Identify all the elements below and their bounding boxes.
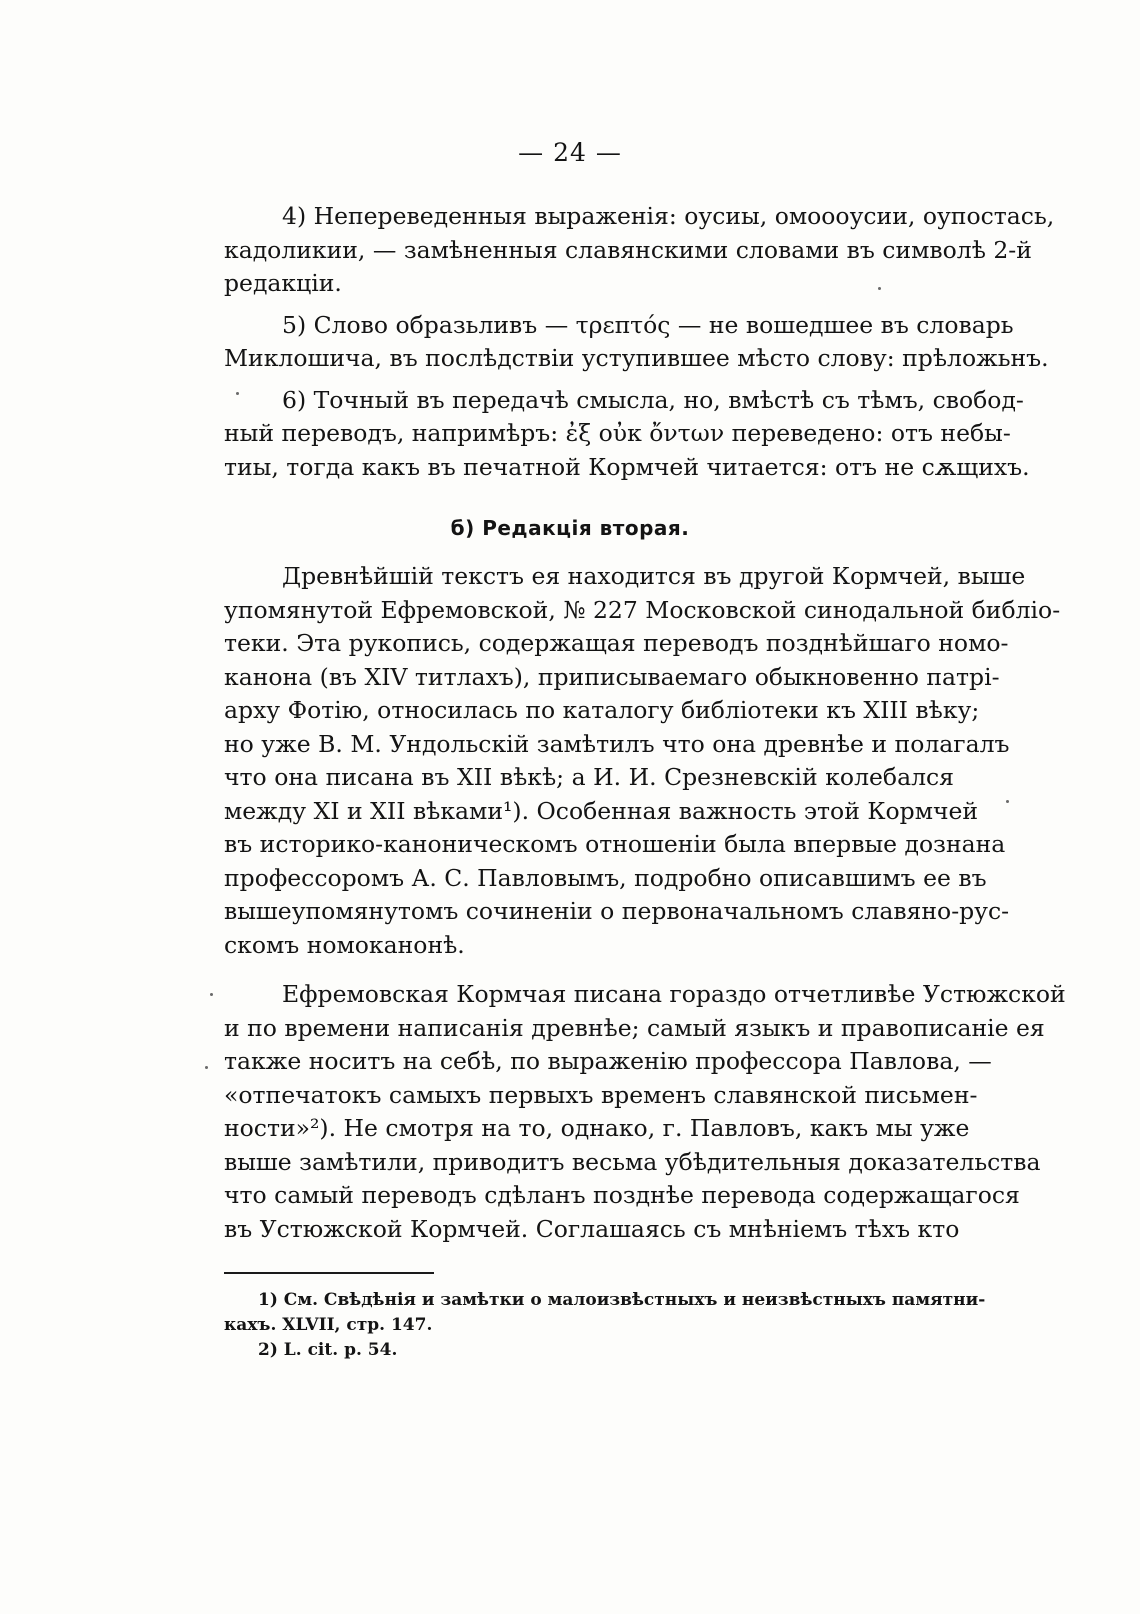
paragraph-line: арху Фотію, относилась по каталогу библіотеки къ XIII вѣку; [224,696,980,724]
paragraph-line: въ историко-каноническомъ отношеніи была впервые дознана [224,830,1006,858]
item-6-line-3: тиы, тогда какъ въ печатной Кормчей читается: отъ не сѫщихъ. [224,452,1030,481]
footnotes [224,1288,986,1363]
footnote-2: 2) L. cit. p. 54. [258,1340,398,1360]
item-5-line-2: Миклошича, въ послѣдствіи уступившее мѣсто слову: прѣложьнъ. [224,344,1049,372]
paragraph-line: въ Устюжской Кормчей. Соглашаясь съ мнѣніемъ тѣхъ кто [224,1214,960,1243]
paragraph-line: теки. Эта рукопись, содержащая переводъ позднѣйшаго номо- [224,629,1009,657]
paragraph-1 [224,560,1061,962]
paragraph-line: выше замѣтили, приводитъ весьма убѣдительныя доказательства [224,1147,1041,1176]
enumerated-items [224,200,1055,484]
paragraph-line: но уже В. М. Ундольскій замѣтилъ что она древнѣе и полагалъ [224,729,1010,758]
print-speck [236,392,239,395]
section-heading: б) Редакція вторая. [450,516,690,540]
item-4-line-3: редакціи. [224,269,342,297]
paragraph-line: ности»²). Не смотря на то, однако, г. Павловъ, какъ мы уже [224,1114,970,1142]
paragraph-line: Древнѣйшій текстъ ея находится въ другой Кормчей, выше [282,562,1026,590]
paragraph-2 [224,978,1066,1246]
item-6-line-2: ный переводъ, напримѣръ: ἐξ οὐκ ὄντων переведено: отъ небы- [224,419,1011,447]
paragraph-line: «отпечатокъ самыхъ первыхъ временъ славянской письмен- [224,1080,978,1109]
paragraph-line: профессоромъ А. С. Павловымъ, подробно описавшимъ ее въ [224,863,987,892]
paragraph-line: вышеупомянутомъ сочиненіи о первоначальномъ славяно-рус- [224,897,1010,925]
paragraph-line: и по времени написанія древнѣе; самый языкъ и правописаніе ея [224,1013,1045,1042]
print-speck [1006,800,1009,803]
paragraph-line: что она писана въ XII вѣкѣ; а И. И. Срезневскій колебался [224,763,954,791]
paragraph-line: упомянутой Ефремовской, № 227 Московской синодальной библіо- [224,595,1061,624]
item-4-line-1: 4) Непереведенныя выраженія: оусиы, омоооусии, оупостась, [282,202,1055,230]
paragraph-line: также носитъ на себѣ, по выраженію профессора Павлова, — [224,1047,992,1075]
print-speck [878,287,881,290]
item-6-line-1: 6) Точный въ передачѣ смысла, но, вмѣстѣ съ тѣмъ, свобод- [282,385,1024,414]
item-4-line-2: кадоликии, — замѣненныя славянскими словами въ символѣ 2-й [224,235,1032,264]
footnote-1-line-2: кахъ. XLVII, стр. 147. [224,1315,433,1335]
print-speck [210,993,213,996]
footnote-1-line-1: 1) См. Свѣдѣнія и замѣтки о малоизвѣстныхъ и неизвѣстныхъ памятни- [258,1290,986,1310]
print-speck [205,1066,208,1069]
paragraph-line: между XI и XII вѣками¹). Особенная важность этой Кормчей [224,796,979,825]
footnote-divider [224,1272,434,1274]
paragraph-line: канона (въ XIV титлахъ), приписываемаго обыкновенно патрі- [224,662,1000,691]
paragraph-line: скомъ номоканонѣ. [224,930,465,959]
paragraph-line: что самый переводъ сдѣланъ позднѣе перевода содержащагося [224,1181,1020,1209]
item-5-line-1: 5) Слово образьливъ — τρεπτός — не вошедшее въ словарь [282,310,1014,339]
paragraph-line: Ефремовская Кормчая писана гораздо отчетливѣе Устюжской [282,980,1066,1008]
page-number: — 24 — [518,138,622,167]
